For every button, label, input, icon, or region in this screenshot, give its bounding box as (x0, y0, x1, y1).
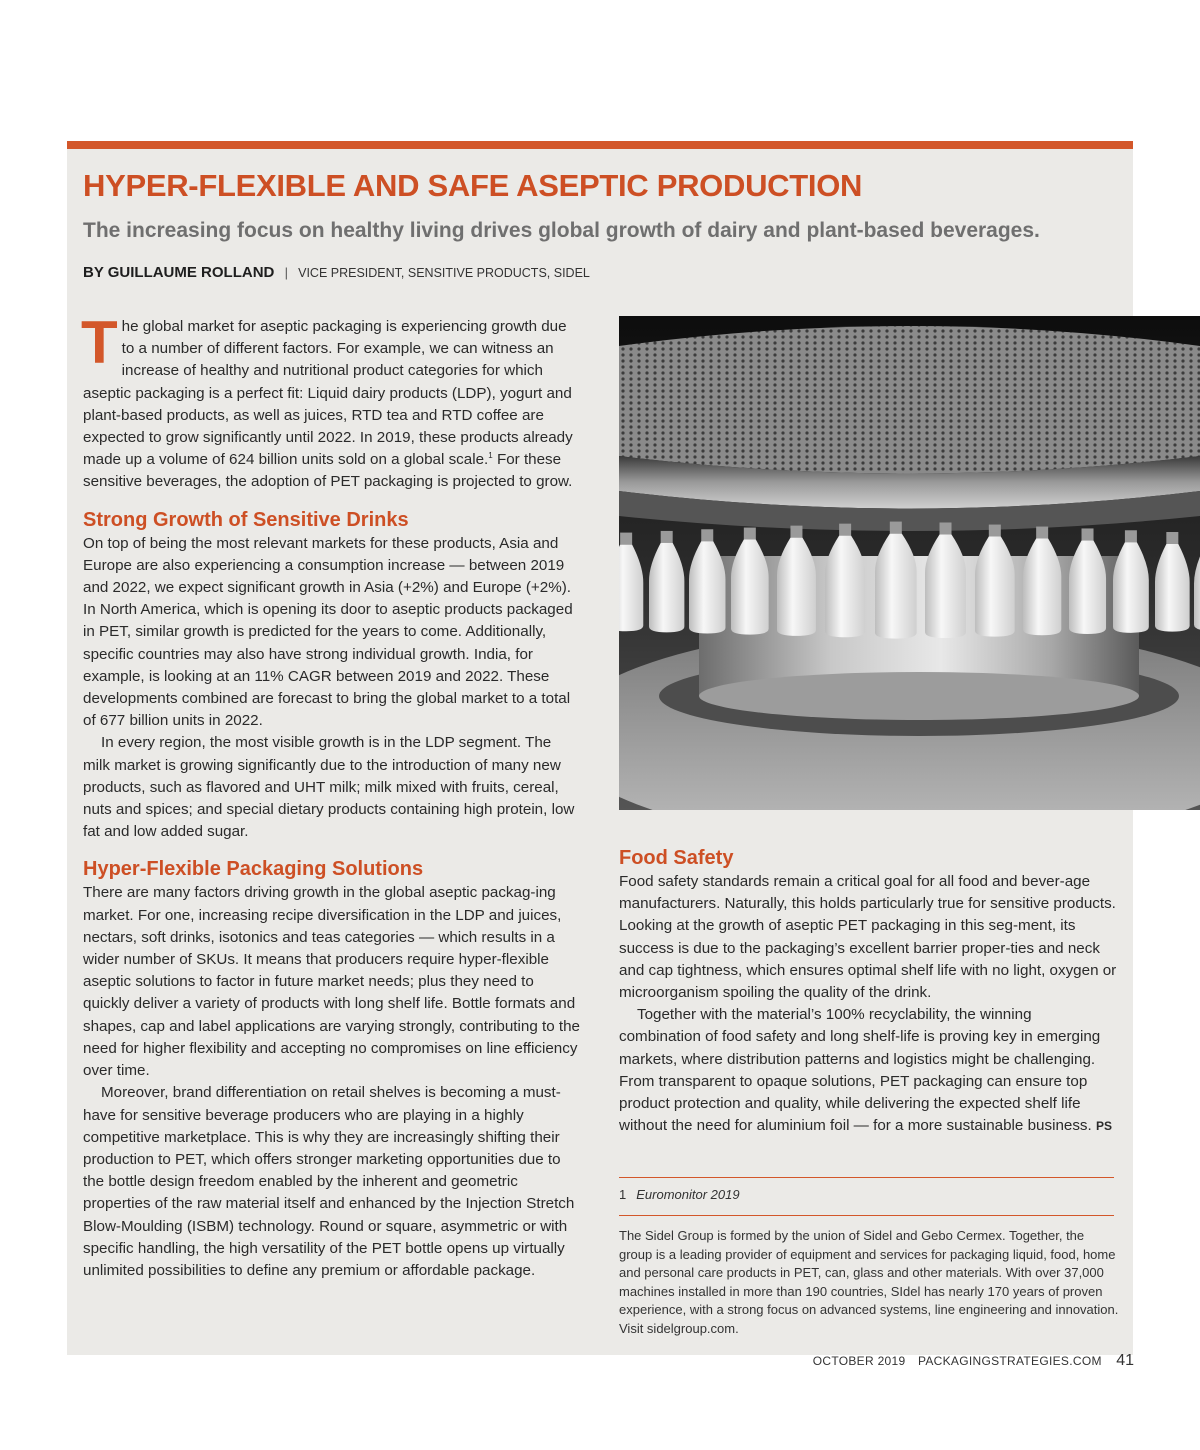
drop-cap: T (81, 309, 118, 376)
footnote-reference: 1 (488, 451, 493, 461)
end-mark: PS (1095, 1119, 1112, 1134)
intro-text-b: For these sensitive beverages, the adoption of PET packaging is projected to grow. (83, 451, 573, 491)
about-divider (619, 1215, 1114, 1216)
intro-text-a: he global market for aseptic packaging is experiencing growth due to a number of different factors. For example, we can witness an increase of healthy and nutritional product categories for which aseptic packaging is a perfect fit: Liquid dairy products (LDP), yogurt and plant-based products, as well as juices, RTD tea and RTD coffee are expected to grow significantly until 2022. In 2019, these products already made up a volume of 624 billion units sold on a global scale. (83, 318, 573, 469)
page-number: 41 (1116, 1352, 1134, 1369)
author-name: BY GUILLAUME ROLLAND (83, 264, 275, 281)
left-column (81, 309, 581, 1282)
article-subhead: The increasing focus on healthy living drives global growth of dairy and plant-based beverages. (83, 219, 1040, 242)
page-folio (813, 1352, 1134, 1370)
company-about: The Sidel Group is formed by the union of Sidel and Gebo Cermex. Together, the group is a leading provider of equipment and services for packaging liquid, food, home and personal care products in PET, can, glass and other materials. With over 37,000 machines installed in more than 190 countries, SIdel has nearly 170 years of proven experience, with a strong focus on advanced systems, line engineering and innovation. Visit sidelgroup.com. (619, 1228, 1119, 1336)
section-heading-food-safety: Food Safety (619, 847, 734, 869)
author-role: VICE PRESIDENT, SENSITIVE PRODUCTS, SIDEL (298, 266, 590, 280)
footnote-number: 1 (619, 1187, 627, 1202)
section1-paragraph-2: In every region, the most visible growth is in the LDP segment. The milk market is growing significantly due to the introduction of many new products, such as flavored and UHT milk; milk mixed with fruits, cereal, nuts and spices; and special dietary products containing high protein, low fat and low added sugar. (83, 734, 575, 841)
right-column (619, 846, 1117, 1137)
section2-paragraph-2: Moreover, brand differentiation on retail shelves is becoming a must-have for sensitive beverage producers who are playing in a highly competitive marketplace. This is why they are increasingly shifting their production to PET, which offers stronger marketing opportunities due to the bottle design freedom enabled by the inherent and geometric properties of the raw material itself and enhanced by the Injection Stretch Blow-Moulding (ISBM) technology. Round or square, asymmetric or with specific handling, the high versatility of the PET bottle opens up virtually unlimited possibilities to define any premium or affordable package. (83, 1084, 575, 1279)
footnote-divider (619, 1177, 1114, 1178)
footnote-text: Euromonitor 2019 (636, 1187, 740, 1202)
intro-paragraph (81, 309, 581, 494)
website-link[interactable]: PACKAGINGSTRATEGIES.COM (917, 1354, 1102, 1368)
article-headline: HYPER-FLEXIBLE AND SAFE ASEPTIC PRODUCTION (83, 168, 863, 203)
section3-paragraph-1: Food safety standards remain a critical goal for all food and bever-age manufacturers. Naturally, this holds particularly true for sensitive products. Looking at the growth of aseptic PET packaging in this seg-ment, its success is due to the packaging’s excellent barrier proper-ties and neck and cap tightness, which ensures optimal shelf life with no light, oxygen or microorganism spoiling the quality of the drink. (619, 873, 1117, 1002)
byline (83, 264, 590, 281)
section2-paragraph-1: There are many factors driving growth in the global aseptic packag-ing market. For one, increasing recipe diversification in the LDP and juices, nectars, soft drinks, isotonics and teas categories — which results in a wider number of SKUs. It means that producers require hyper-flexible aseptic solutions to factor in future market needs; plus they need to quickly deliver a variety of products with long shelf life. Bottle formats and shapes, cap and label applications are varying strongly, contributing to the need for higher flexibility and accepting no compromises on line efficiency over time. (83, 884, 580, 1080)
section3-paragraph-2: Together with the material’s 100% recyclability, the winning combination of food safety and long shelf-life is proving key in emerging markets, where distribution patterns and logistics might be challenging. From transparent to opaque solutions, PET packaging can ensure top product protection and quality, while delivering the expected shelf life without the need for aluminium foil — for a more sustainable business. (619, 1006, 1101, 1135)
section-heading-strong-growth: Strong Growth of Sensitive Drinks (83, 508, 409, 531)
machine-illustration (619, 316, 1200, 810)
section-heading-packaging-solutions: Hyper-Flexible Packaging Solutions (83, 858, 424, 881)
section3-paragraph-2-wrap (619, 1004, 1117, 1137)
section1-paragraph-1: On top of being the most relevant markets for these products, Asia and Europe are also experiencing a consumption increase — between 2019 and 2022, we expect significant growth in Asia (+2%) and Europe (+2%). In North America, which is opening its door to aseptic products packaged in PET, similar growth is predicted for the years to come. Additionally, specific countries may also have strong individual growth. India, for example, is looking at an 11% CAGR between 2019 and 2022. These developments combined are forecast to bring the global market to a total of 677 billion units in 2022. (83, 534, 573, 730)
footnote (619, 1187, 740, 1202)
bottle-filling-machine-photo (619, 316, 1200, 810)
byline-separator: | (284, 265, 288, 280)
issue-date: OCTOBER 2019 (812, 1354, 906, 1368)
